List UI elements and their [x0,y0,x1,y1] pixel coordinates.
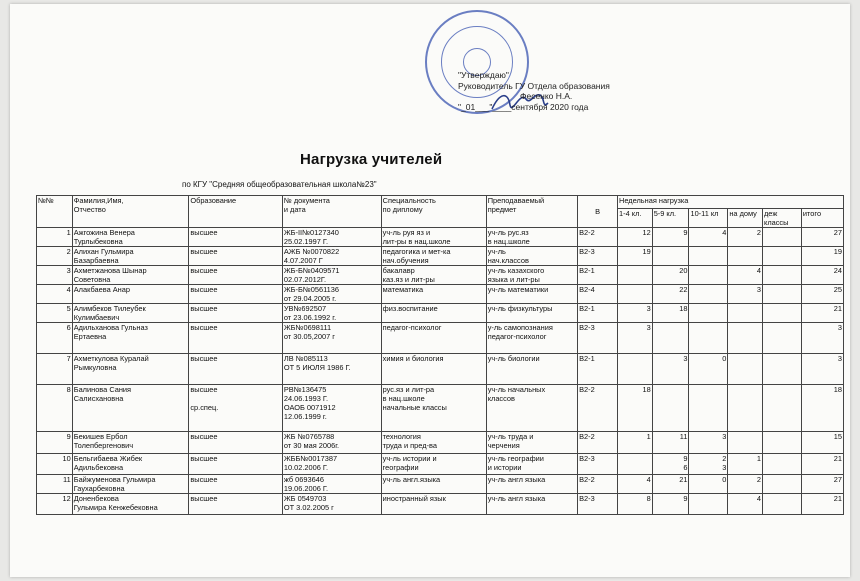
load-duty [763,266,802,285]
load-home: 4 [728,266,763,285]
document: УВ№692507 от 23.06.1992 г. [282,304,381,323]
education: высшее [189,354,283,385]
document: ЖББ№0017387 10.02.2006 Г. [282,454,381,475]
row-number: 2 [37,247,73,266]
load-home: 3 [728,285,763,304]
load-duty [763,494,802,515]
table-row [37,354,844,385]
header-category: В [578,196,618,228]
load-1-4: 8 [618,494,653,515]
load-10-11 [689,323,728,354]
load-duty [763,285,802,304]
load-10-11: 0 [689,475,728,494]
category: В2-2 [578,432,618,454]
category: В2-2 [578,475,618,494]
load-total: 21 [801,304,843,323]
row-number: 6 [37,323,73,354]
teacher-name: Ахметжанова Шынар Советовна [72,266,189,285]
load-home [728,323,763,354]
load-total: 21 [801,494,843,515]
load-5-9 [652,247,689,266]
load-10-11 [689,494,728,515]
row-number: 3 [37,266,73,285]
row-number: 11 [37,475,73,494]
header-home: на дому [728,209,763,228]
load-5-9: 20 [652,266,689,285]
teacher-load-table [36,195,844,515]
load-5-9: 3 [652,354,689,385]
load-total: 19 [801,247,843,266]
load-10-11 [689,385,728,432]
table-row [37,475,844,494]
category: В2-3 [578,454,618,475]
document-subtitle: по КГУ "Средняя общеобразовательная школа№23" [182,180,377,189]
load-total: 27 [801,475,843,494]
load-total: 24 [801,266,843,285]
specialty: технология труда и пред-ва [381,432,486,454]
document-title: Нагрузка учителей [300,151,443,168]
table-row [37,323,844,354]
load-5-9: 9 [652,228,689,247]
approval-block [458,70,610,112]
specialty: уч-ль руя яз и лит-ры в нац.школе [381,228,486,247]
row-number: 4 [37,285,73,304]
education: высшее [189,266,283,285]
header-subject: Преподаваемый предмет [486,196,577,228]
subject: уч-ль казахского языка и лит-ры [486,266,577,285]
specialty: педагог-психолог [381,323,486,354]
load-1-4: 18 [618,385,653,432]
row-number: 5 [37,304,73,323]
header-education: Образование [189,196,283,228]
category: В2-1 [578,354,618,385]
category: В2-2 [578,385,618,432]
load-total: 27 [801,228,843,247]
load-total: 3 [801,354,843,385]
header-grades-5-9: 5-9 кл. [652,209,689,228]
header-specialty: Специальность по диплому [381,196,486,228]
table-row [37,494,844,515]
load-1-4 [618,354,653,385]
row-number: 12 [37,494,73,515]
teacher-name: Бекишев Ербол Толепбергенович [72,432,189,454]
subject: уч-ль начальных классов [486,385,577,432]
document: РВ№136475 24.06.1993 Г. ОАОБ 0071912 12.06.1999 г. [282,385,381,432]
specialty: уч-ль истории и географии [381,454,486,475]
load-1-4: 1 [618,432,653,454]
specialty: иностранный язык [381,494,486,515]
header-duty: деж классы [763,209,802,228]
load-home: 2 [728,475,763,494]
table-row [37,228,844,247]
subject: уч-ль биологии [486,354,577,385]
load-home: 4 [728,494,763,515]
education: высшее [189,454,283,475]
load-total: 25 [801,285,843,304]
table-row [37,385,844,432]
approval-line-3: Фесенко Н.А. [520,91,573,101]
teacher-name: Байжуменова Гульмира Гаухарбековна [72,475,189,494]
load-10-11: 2 3 [689,454,728,475]
teacher-name: Балинова Сания Салисхановна [72,385,189,432]
load-duty [763,304,802,323]
load-10-11: 4 [689,228,728,247]
education: высшее [189,432,283,454]
subject: уч-ль труда и черчения [486,432,577,454]
category: В2-3 [578,247,618,266]
load-5-9 [652,385,689,432]
document: жб 0693646 19.06.2006 Г. [282,475,381,494]
table-body [37,228,844,515]
load-home [728,385,763,432]
load-1-4: 3 [618,304,653,323]
load-total: 3 [801,323,843,354]
category: В2-3 [578,494,618,515]
subject: уч-ль англ языка [486,475,577,494]
specialty: уч-ль англ.языка [381,475,486,494]
education: высшее [189,247,283,266]
document: ЖБ-Б№0561136 от 29.04.2005 г. [282,285,381,304]
teacher-name: Адильханова Гульназ Ертаевна [72,323,189,354]
education: высшее [189,494,283,515]
load-5-9: 9 [652,494,689,515]
document: ЖБ№0698111 от 30.05,2007 г [282,323,381,354]
load-total: 18 [801,385,843,432]
load-home [728,354,763,385]
load-1-4 [618,266,653,285]
load-duty [763,385,802,432]
specialty: математика [381,285,486,304]
load-10-11 [689,285,728,304]
teacher-name: Алимбеков Тилеубек Кулимбаевич [72,304,189,323]
specialty: бакалавр каз.яз и лит-ры [381,266,486,285]
row-number: 9 [37,432,73,454]
teacher-name: Доненбекова Гульмира Кенжебековна [72,494,189,515]
row-number: 10 [37,454,73,475]
table-row [37,285,844,304]
document: ЖБ 0549703 ОТ 3.02.2005 г [282,494,381,515]
education: высшее [189,228,283,247]
load-total: 15 [801,432,843,454]
load-home [728,432,763,454]
document: ЖБ-Б№0409571 02.07.2012Г. [282,266,381,285]
education: высшее [189,304,283,323]
load-home [728,304,763,323]
teacher-name: Алакбаева Анар [72,285,189,304]
load-duty [763,354,802,385]
document: ЖБ №0765788 от 30 мая 2006г. [282,432,381,454]
teacher-name: Бельгибаева Жибек Адильбековна [72,454,189,475]
load-5-9: 18 [652,304,689,323]
subject: уч-ль географии и истории [486,454,577,475]
approval-line-1: "Утверждаю" [458,70,509,80]
row-number: 8 [37,385,73,432]
load-duty [763,323,802,354]
specialty: рус.яз и лит-ра в нац.школе начальные классы [381,385,486,432]
category: В2-1 [578,304,618,323]
load-1-4 [618,454,653,475]
subject: уч-ль англ языка [486,494,577,515]
document: ЛВ №085113 ОТ 5 ИЮЛЯ 1986 Г. [282,354,381,385]
load-duty [763,475,802,494]
load-duty [763,247,802,266]
load-10-11 [689,247,728,266]
specialty: химия и биология [381,354,486,385]
load-5-9 [652,323,689,354]
teacher-name: Ахметкулова Куралай Рымкуловна [72,354,189,385]
table-row [37,454,844,475]
subject: уч-ль физкультуры [486,304,577,323]
header-document: № документа и дата [282,196,381,228]
load-10-11 [689,304,728,323]
row-number: 7 [37,354,73,385]
table-row [37,266,844,285]
subject: уч-ль рус.яз в нац.школе [486,228,577,247]
subject: уч-ль нач.классов [486,247,577,266]
row-number: 1 [37,228,73,247]
load-duty [763,432,802,454]
table-row [37,432,844,454]
teacher-name: Алихан Гульмира Базарбаевна [72,247,189,266]
load-5-9: 21 [652,475,689,494]
load-1-4: 3 [618,323,653,354]
education: высшее [189,285,283,304]
category: В2-1 [578,266,618,285]
load-5-9: 11 [652,432,689,454]
load-duty [763,228,802,247]
load-home [728,247,763,266]
subject: уч-ль математики [486,285,577,304]
header-grades-10-11: 10-11 кл [689,209,728,228]
teacher-name: Ажгожина Венера Турлыбековна [72,228,189,247]
category: В2-3 [578,323,618,354]
header-name: Фамилия,Имя, Отчество [72,196,189,228]
specialty: педагогика и мет-ка нач.обучения [381,247,486,266]
load-10-11: 3 [689,432,728,454]
load-1-4: 19 [618,247,653,266]
header-row-1 [37,196,844,209]
table-row [37,304,844,323]
document: ЖБ-II№0127340 25.02.1997 Г. [282,228,381,247]
load-5-9: 9 6 [652,454,689,475]
specialty: физ.воспитание [381,304,486,323]
education: высшее ср.спец. [189,385,283,432]
document: АЖБ №0070822 4.07.2007 Г [282,247,381,266]
load-1-4: 4 [618,475,653,494]
load-1-4 [618,285,653,304]
load-1-4: 12 [618,228,653,247]
table-row [37,247,844,266]
load-total: 21 [801,454,843,475]
category: В2-2 [578,228,618,247]
load-10-11 [689,266,728,285]
education: высшее [189,323,283,354]
load-home: 1 [728,454,763,475]
load-10-11: 0 [689,354,728,385]
approval-line-4: "_01___"____сентября 2020 года [458,101,589,112]
header-total: итого [801,209,843,228]
header-grades-1-4: 1-4 кл. [618,209,653,228]
category: В2-4 [578,285,618,304]
header-weekly-load: Недельная нагрузка [618,196,844,209]
subject: у-ль самопознания педагог-психолог [486,323,577,354]
education: высшее [189,475,283,494]
load-5-9: 22 [652,285,689,304]
document-page [10,4,850,577]
load-home: 2 [728,228,763,247]
header-num: №№ [37,196,73,228]
approval-line-2: Руководитель ГУ Отдела образования [458,80,610,91]
load-duty [763,454,802,475]
